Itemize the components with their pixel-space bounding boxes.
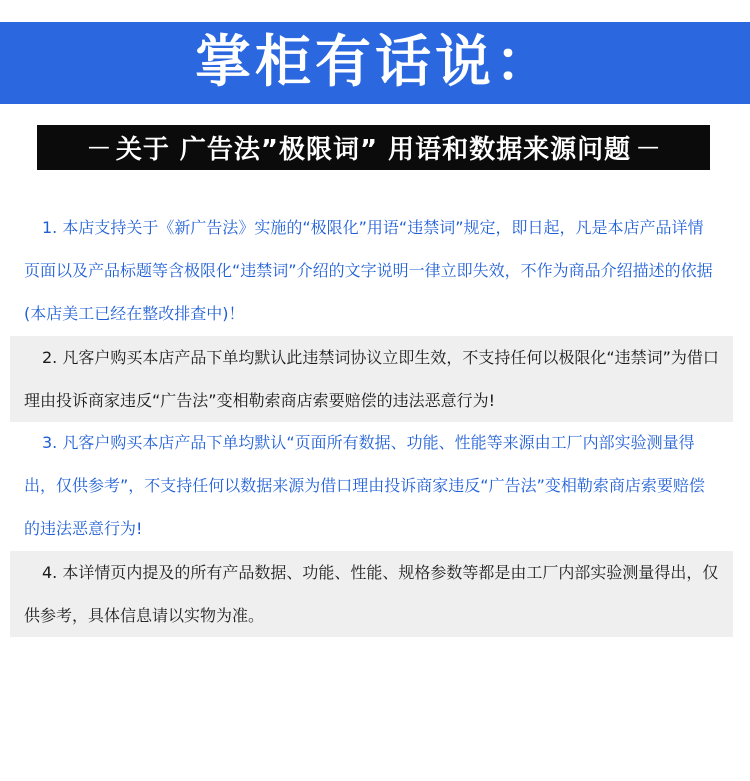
page-title: 掌柜有话说： [195,30,555,95]
notice-paragraph-4 [10,551,733,637]
right-dash: — [637,135,660,160]
notice-paragraph-3 [10,421,733,549]
subtitle-text: 关于 广告法”极限词” 用语和数据来源问题 [115,135,632,165]
notice-paragraph-2-text: 2. 凡客户购买本店产品下单均默认此违禁词协议立即生效，不支持任何以极限化“违禁词”为借口理由投诉商家违反“广告法”变相勒索商店索要赔偿的违法恶意行为! [24,348,719,410]
notice-paragraph-1-text: 1. 本店支持关于《新广告法》实施的“极限化”用语“违禁词”规定，即日起，凡是本店产品详情页面以及产品标题等含极限化“违禁词”介绍的文字说明一律立即失效，不作为商品介绍描述的依据(本店美工已经在整改排查中)！ [24,218,713,323]
notice-paragraph-4-text: 4. 本详情页内提及的所有产品数据、功能、性能、规格参数等都是由工厂内部实验测量得出，仅供参考，具体信息请以实物为准。 [24,563,719,625]
header-banner [0,22,750,104]
notice-paragraph-2 [10,336,733,422]
notice-paragraph-3-text: 3. 凡客户购买本店产品下单均默认“页面所有数据、功能、性能等来源由工厂内部实验测量得出，仅供参考”，不支持任何以数据来源为借口理由投诉商家违反“广告法”变相勒索商店索要赔偿的违法恶意行为! [24,433,705,538]
notice-paragraph-1 [10,206,733,334]
left-dash: — [87,135,110,160]
subtitle-bar [37,125,710,170]
